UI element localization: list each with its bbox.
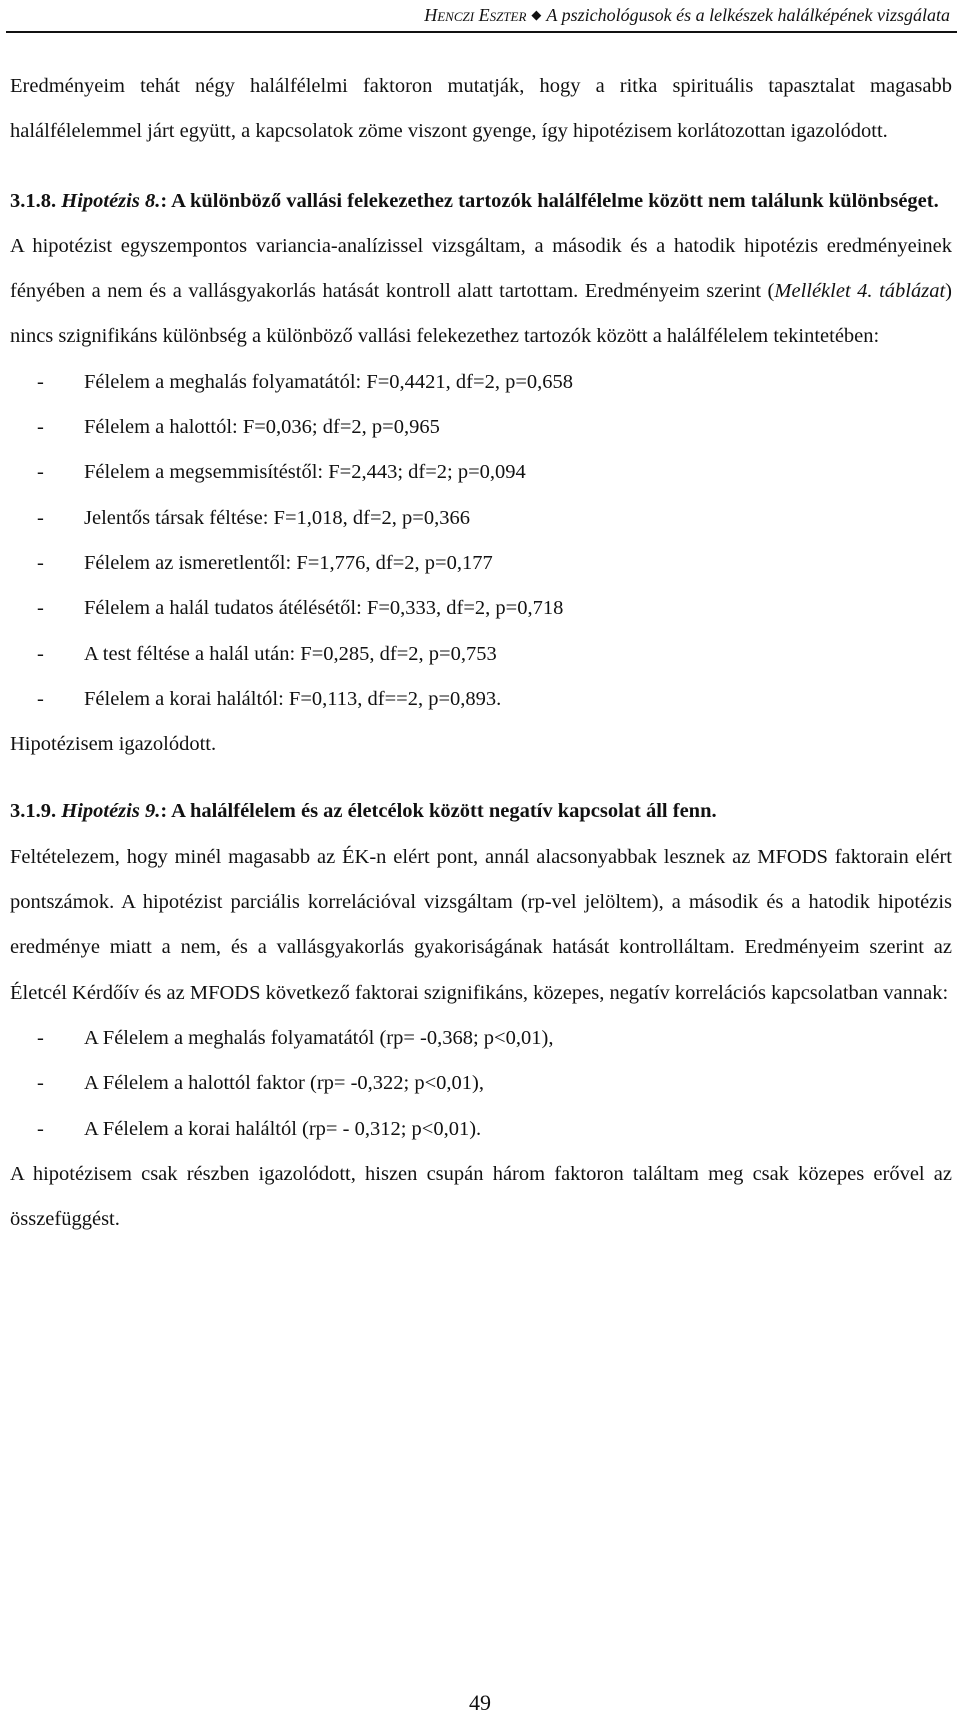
hypothesis-9-text: : A halálfélelem és az életcélok között negatív kapcsolat áll fenn. xyxy=(160,800,717,823)
dash-marker: - xyxy=(37,687,44,710)
list-item-text: Jelentős társak féltése: F=1,018, df=2, p=0,366 xyxy=(84,506,470,529)
paragraph-anova-method xyxy=(10,224,952,360)
list-item xyxy=(10,1016,952,1061)
anova-text-before: A hipotézist egyszempontos variancia-analízissel vizsgáltam, a második és a hatodik hipotézis eredményeinek fényében a nem és a vallásgyakorlás hatását kontroll alatt tartottam. Eredményeim szerint ( xyxy=(10,234,952,303)
dash-marker: - xyxy=(37,597,44,620)
hypothesis-8-number: 3.1.8. xyxy=(10,189,57,212)
spacer xyxy=(10,767,952,789)
correlation-results-list xyxy=(10,1016,952,1152)
list-item-text: A Félelem a halottól faktor (rp= -0,322; p<0,01), xyxy=(84,1072,485,1095)
anova-results-list xyxy=(10,360,952,722)
list-item-text: A test féltése a halál után: F=0,285, df=2, p=0,753 xyxy=(84,642,497,665)
hypothesis-8-text: : A különböző vallási felekezethez tartozók halálfélelme között nem találunk különbséget. xyxy=(160,189,939,212)
list-item-text: Félelem az ismeretlentől: F=1,776, df=2, p=0,177 xyxy=(84,551,493,574)
anova-text-after: ) nincs szignifikáns különbség a különböző vallási felekezethez tartozók között a halálfélelem tekintetében: xyxy=(10,280,952,348)
diamond-icon: ◆ xyxy=(531,7,542,22)
list-item-text: Félelem a megsemmisítéstől: F=2,443; df=2; p=0,094 xyxy=(84,461,526,484)
dash-marker: - xyxy=(37,370,44,393)
hypothesis-8-heading xyxy=(10,179,952,224)
dash-marker: - xyxy=(37,416,44,439)
spacer xyxy=(10,155,952,179)
dash-marker: - xyxy=(37,642,44,665)
list-item xyxy=(10,677,952,722)
page-number: 49 xyxy=(469,1690,491,1715)
header-author: Henczi Eszter xyxy=(424,5,527,25)
list-item xyxy=(10,1107,952,1152)
header-title: A pszichológusok és a lelkészek halálképének vizsgálata xyxy=(546,5,950,25)
dash-marker: - xyxy=(37,551,44,574)
list-item-text: A Félelem a meghalás folyamatától (rp= -0,368; p<0,01), xyxy=(84,1026,554,1049)
list-item xyxy=(10,450,952,495)
hypothesis-9-heading xyxy=(10,789,952,834)
list-item xyxy=(10,496,952,541)
hypothesis-9-number: 3.1.9. xyxy=(10,800,57,823)
paragraph-results-summary: Eredményeim tehát négy halálfélelmi faktoron mutatják, hogy a ritka spirituális tapasztalat magasabb halálfélelemmel járt együtt, a kapcsolatok zöme viszont gyenge, így hipotézisem korlátozottan igazolódott. xyxy=(10,75,952,143)
running-header xyxy=(20,4,950,28)
hypothesis-8-label: Hipotézis 8. xyxy=(61,189,161,212)
list-item-text: Félelem a halottól: F=0,036; df=2, p=0,965 xyxy=(84,416,440,439)
list-item xyxy=(10,1061,952,1106)
dash-marker: - xyxy=(37,1117,44,1140)
list-item-text: Félelem a meghalás folyamatától: F=0,4421, df=2, p=0,658 xyxy=(84,370,574,393)
page-body xyxy=(10,64,952,1242)
hypothesis-8-conclusion: Hipotézisem igazolódott. xyxy=(10,733,217,756)
hypothesis-9-label: Hipotézis 9. xyxy=(61,800,161,823)
list-item xyxy=(10,541,952,586)
paragraph-partial-correlation: Feltételezem, hogy minél magasabb az ÉK-n elért pont, annál alacsonyabbak lesznek az MFODS faktorain elért pontszámok. A hipotézist parciális korrelációval vizsgáltam (rp-vel jelöltem), a második és a hatodik hipotézis eredménye miatt a nem, és a vallásgyakorlás gyakoriságának hatását kontrolláltam. Eredményeim szerint az Életcél Kérdőív és az MFODS következő faktorai szignifikáns, közepes, negatív korrelációs kapcsolatban vannak: xyxy=(10,845,952,1004)
list-item xyxy=(10,405,952,450)
header-rule xyxy=(6,31,957,33)
list-item xyxy=(10,586,952,631)
dash-marker: - xyxy=(37,461,44,484)
list-item xyxy=(10,632,952,677)
list-item-text: A Félelem a korai haláltól (rp= - 0,312; p<0,01). xyxy=(84,1117,482,1140)
dash-marker: - xyxy=(37,506,44,529)
hypothesis-9-conclusion: A hipotézisem csak részben igazolódott, hiszen csupán három faktoron találtam meg csak közepes erővel az összefüggést. xyxy=(10,1162,952,1231)
list-item xyxy=(10,360,952,405)
dash-marker: - xyxy=(37,1072,44,1095)
dash-marker: - xyxy=(37,1026,44,1049)
appendix-table-reference: Melléklet 4. táblázat xyxy=(774,280,946,303)
list-item-text: Félelem a korai haláltól: F=0,113, df==2, p=0,893. xyxy=(84,687,502,710)
list-item-text: Félelem a halál tudatos átélésétől: F=0,333, df=2, p=0,718 xyxy=(84,597,564,620)
